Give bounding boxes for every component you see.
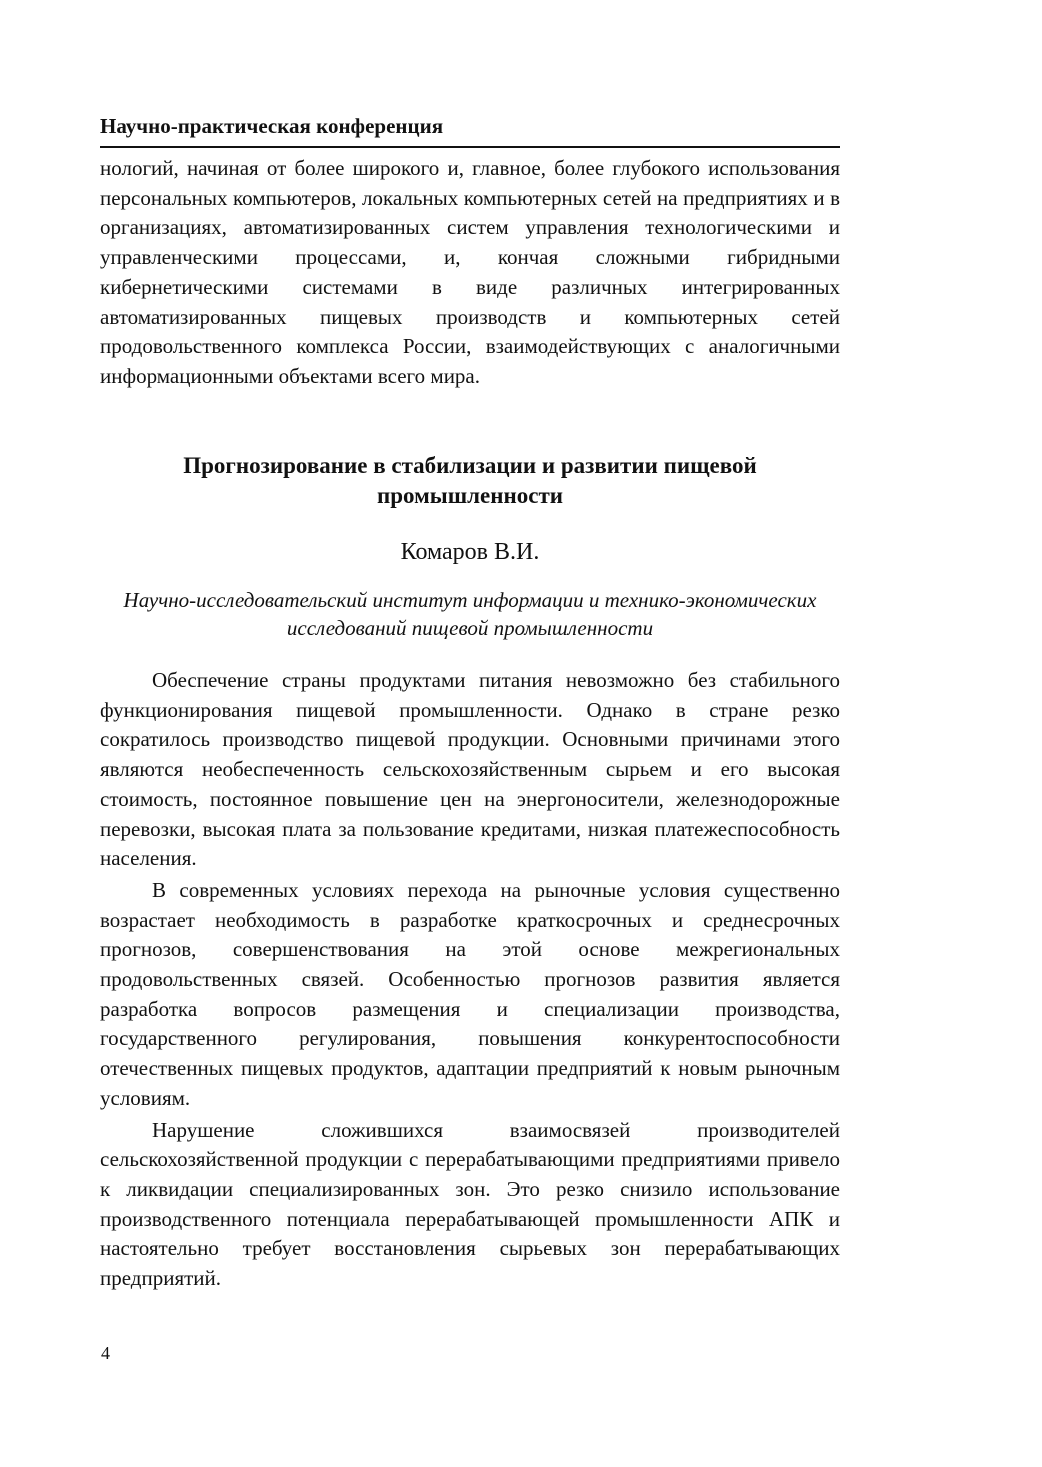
intro-paragraph: нологий, начиная от более широкого и, главное, более глубокого использования персональных компьютеров, локальных компьютерных сетей на предприятиях и в организациях, автоматизированных систем управления технологическими и управленческими процессами, и, кончая сложными гибридными кибернетическими системами в виде различных интегрированных автоматизированных пищевых производств и компьютерных сетей продовольственного комплекса России, взаимодействующих с аналогичными информационными объектами всего мира. — [100, 156, 840, 388]
header-divider — [100, 146, 840, 148]
running-header: Научно-практическая конференция — [100, 114, 444, 138]
author-affiliation: Научно-исследовательский институт информации и технико-экономических исследований пищевой промышленности — [123, 588, 817, 640]
body-paragraph-3: Нарушение сложившихся взаимосвязей производителей сельскохозяйственной продукции с перерабатывающими предприятиями привело к ликвидации специализированных зон. Это резко снизило использование производственного потенциала перерабатывающей промышленности АПК и настоятельно требует восстановления сырьевых зон перерабатывающих предприятий. — [100, 1117, 840, 1291]
article-body — [100, 666, 840, 1296]
page-number: 4 — [101, 1343, 110, 1363]
article-title: Прогнозирование в стабилизации и развитии пищевой промышленности — [183, 453, 757, 508]
body-paragraph-2: В современных условиях перехода на рыночные условия существенно возрастает необходимость в разработке краткосрочных и среднесрочных прогнозов, совершенствования на этой основе межрегиональных продовольственных связей. Особенностью прогнозов развития является разработка вопросов размещения и специализации производства, государственного регулирования, повышения конкурентоспособности отечественных пищевых продуктов, адаптации предприятий к новым рыночным условиям. — [100, 877, 840, 1110]
author-name: Комаров В.И. — [400, 539, 540, 565]
body-paragraph-1: Обеспечение страны продуктами питания невозможно без стабильного функционирования пищевой промышленности. Однако в стране резко сократилось производство пищевой продукции. Основными причинами этого являются необеспеченность сельскохозяйственным сырьем и его высокая стоимость, постоянное повышение цен на энергоносители, железнодорожные перевозки, высокая плата за пользование кредитами, низкая платежеспособность населения. — [100, 668, 840, 871]
